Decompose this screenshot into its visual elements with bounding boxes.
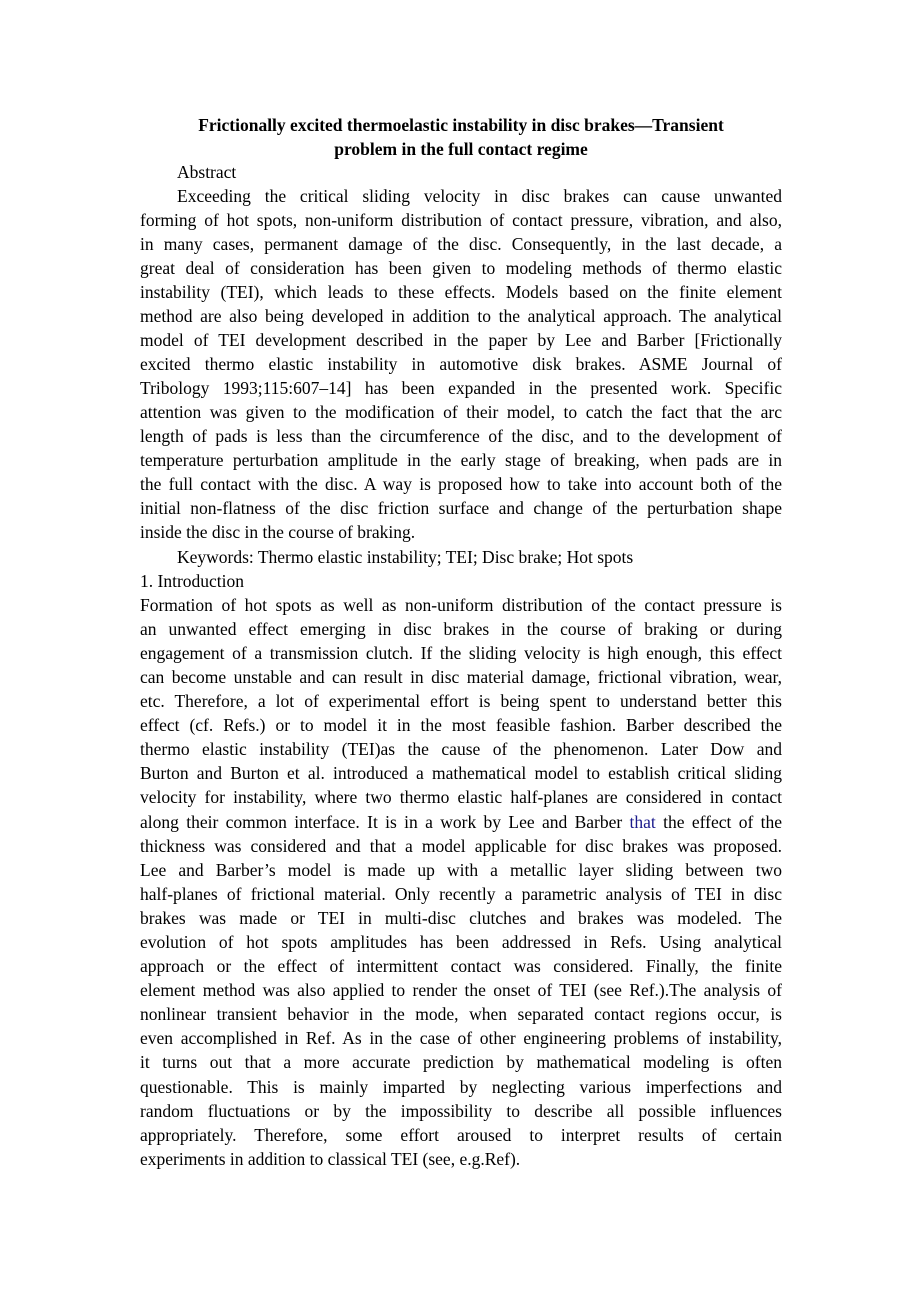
intro-line: Formation of hot spots as well as non-uniform distribution of the contact pressure is (140, 595, 782, 615)
paper-title-line-1: Frictionally excited thermoelastic instability in disc brakes—Transient (198, 115, 724, 135)
highlighted-word: that (629, 812, 656, 832)
keywords: Keywords: Thermo elastic instability; TEI; Disc brake; Hot spots (177, 547, 634, 567)
intro-line: engagement of a transmission clutch. If the sliding velocity is high enough, this effect (140, 643, 782, 663)
abstract-line: model of TEI development described in the paper by Lee and Barber [Frictionally (140, 330, 782, 350)
abstract-line: inside the disc in the course of braking. (140, 522, 416, 542)
intro-line: random fluctuations or by the impossibility to describe all possible influences (140, 1101, 782, 1121)
intro-line: brakes was made or TEI in multi-disc clutches and brakes was modeled. The (140, 908, 782, 928)
intro-line: effect (cf. Refs.) or to model it in the most feasible fashion. Barber described the (140, 715, 782, 735)
intro-line: velocity for instability, where two thermo elastic half-planes are considered in contact (140, 787, 782, 807)
intro-line: approach or the effect of intermittent contact was considered. Finally, the finite (140, 956, 782, 976)
text-segment: along their common interface. It is in a work by Lee and Barber (140, 812, 630, 832)
abstract-line: great deal of consideration has been given to modeling methods of thermo elastic (140, 258, 782, 278)
intro-line: thickness was considered and that a model applicable for disc brakes was proposed. (140, 836, 782, 856)
intro-line: appropriately. Therefore, some effort aroused to interpret results of certain (140, 1125, 782, 1145)
abstract-line: instability (TEI), which leads to these effects. Models based on the finite element (140, 282, 782, 302)
intro-line: Lee and Barber’s model is made up with a metallic layer sliding between two (140, 860, 782, 880)
intro-line: thermo elastic instability (TEI)as the cause of the phenomenon. Later Dow and (140, 739, 782, 759)
abstract-line: in many cases, permanent damage of the disc. Consequently, in the last decade, a (140, 234, 782, 254)
abstract-line: the full contact with the disc. A way is proposed how to take into account both of the (140, 474, 782, 494)
abstract-line: temperature perturbation amplitude in the early stage of breaking, when pads are in (140, 450, 782, 470)
intro-line: element method was also applied to render the onset of TEI (see Ref.).The analysis of (140, 980, 782, 1000)
abstract-line: excited thermo elastic instability in automotive disk brakes. ASME Journal of (140, 354, 782, 374)
intro-line: Burton and Burton et al. introduced a mathematical model to establish critical sliding (140, 763, 782, 783)
abstract-line: length of pads is less than the circumference of the disc, and to the development of (140, 426, 782, 446)
intro-line: etc. Therefore, a lot of experimental effort is being spent to understand better this (140, 691, 782, 711)
section-heading-introduction: 1. Introduction (140, 571, 245, 591)
intro-line: it turns out that a more accurate prediction by mathematical modeling is often (140, 1052, 782, 1072)
abstract-line: initial non-flatness of the disc friction surface and change of the perturbation shape (140, 498, 782, 518)
intro-line-with-highlight (140, 810, 782, 834)
abstract-line: Exceeding the critical sliding velocity in disc brakes can cause unwanted (177, 186, 782, 206)
abstract-line: attention was given to the modification of their model, to catch the fact that the arc (140, 402, 782, 422)
abstract-line: method are also being developed in addition to the analytical approach. The analytical (140, 306, 782, 326)
intro-line: experiments in addition to classical TEI (see, e.g.Ref). (140, 1149, 521, 1169)
abstract-line: Tribology 1993;115:607–14] has been expanded in the presented work. Specific (140, 378, 782, 398)
intro-line: half-planes of frictional material. Only recently a parametric analysis of TEI in disc (140, 884, 782, 904)
paper-title-line-2: problem in the full contact regime (334, 139, 588, 159)
intro-line: even accomplished in Ref. As in the case of other engineering problems of instability, (140, 1028, 782, 1048)
text-segment: the effect of the (655, 812, 783, 832)
intro-line: an unwanted effect emerging in disc brakes in the course of braking or during (140, 619, 782, 639)
abstract-line: forming of hot spots, non-uniform distribution of contact pressure, vibration, and also, (140, 210, 782, 230)
intro-line: can become unstable and can result in disc material damage, frictional vibration, wear, (140, 667, 782, 687)
intro-line: nonlinear transient behavior in the mode, when separated contact regions occur, is (140, 1004, 782, 1024)
abstract-heading: Abstract (177, 162, 237, 182)
intro-line: evolution of hot spots amplitudes has been addressed in Refs. Using analytical (140, 932, 782, 952)
intro-line: questionable. This is mainly imparted by neglecting various imperfections and (140, 1077, 782, 1097)
